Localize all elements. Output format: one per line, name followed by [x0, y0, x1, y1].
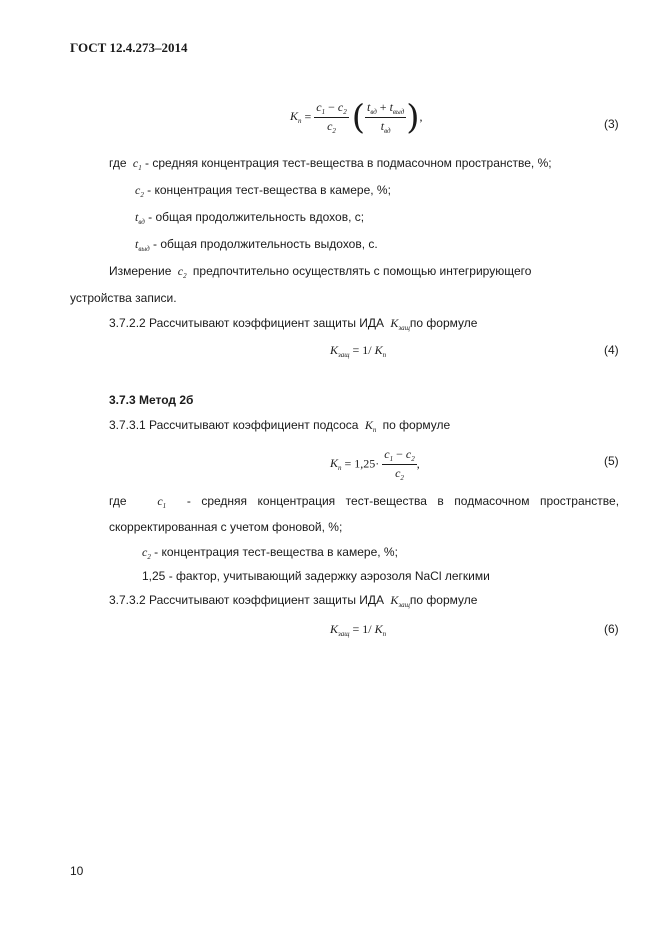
formula-5-coef: 1,25 [354, 456, 376, 471]
page-number: 10 [70, 864, 84, 878]
definition-tvd-text: - общая продолжительность вдохов, с; [148, 210, 365, 224]
definition-c1: где $c_1$ - средняя концентрация тест-вещества в подмасочном пространстве, %; [109, 156, 552, 172]
definition-c2: $c_2$ - концентрация тест-вещества в камере, %; [135, 183, 391, 199]
paragraph-3-7-3-2: 3.7.3.2 Рассчитывают коэффициент защиты ИДА $K_{защ}по$ формуле [109, 593, 478, 609]
formula-3: $K_п$ = $\frac{c_1 - c_2}{c_2}$ ( $\frac{t_{вд} + t_{выд}}{t_{вд}}$ ), [290, 97, 423, 138]
definition-tvd: $t_{вд}$ - общая продолжительность вдохов, с; [135, 210, 365, 226]
definition-tvyd: $t_{выд}$ - общая продолжительность выдохов, с. [135, 237, 378, 253]
definition2-c1: где $c_1$ - средняя концентрация тест-вещества в подмасочном пространстве, [109, 494, 620, 510]
section-heading: 3.7.3 Метод 2б [109, 393, 194, 407]
formula-6: $K_{защ} = 1/$ $K_п$ [330, 622, 387, 638]
document-code: ГОСТ 12.4.273–2014 [70, 40, 188, 55]
measurement-line-2: устройства записи. [70, 291, 177, 305]
equation-number-6: (6) [604, 622, 619, 636]
definition-c1-text: - средняя концентрация тест-вещества в подмасочном пространстве, %; [145, 156, 552, 170]
definition-tvyd-text: - общая продолжительность выдохов, с. [153, 237, 378, 251]
definition2-factor: 1,25 - фактор, учитывающий задержку аэрозоля NaCl легкими [142, 569, 490, 583]
definition-c2-text: - концентрация тест-вещества в камере, %; [147, 183, 391, 197]
measurement-line-1: Измерение $c_2$ предпочтительно осуществлять с помощью интегрирующего [109, 264, 532, 280]
equation-number-4: (4) [604, 343, 619, 357]
equation-number-3: (3) [604, 117, 619, 131]
equation-number-5: (5) [604, 454, 619, 468]
formula-4: $K_{защ} = 1/$ $K_п$ [330, 343, 387, 359]
formula-5: $K_п = 1,25\cdot$ $\frac{c_1 - c_2}{c_2}$ , [330, 447, 420, 482]
paragraph-3-7-2-2: 3.7.2.2 Рассчитывают коэффициент защиты ИДА $K_{защ}по$ формуле [109, 316, 478, 332]
definition2-c1-continued: скорректированная с учетом фоновой, %; [109, 520, 343, 534]
definition2-c2: $c_2$ - концентрация тест-вещества в камере, %; [142, 545, 398, 561]
paragraph-3-7-3-1: 3.7.3.1 Рассчитывают коэффициент подсоса $K_п$ по формуле [109, 418, 451, 434]
definition-intro: где [109, 156, 127, 170]
